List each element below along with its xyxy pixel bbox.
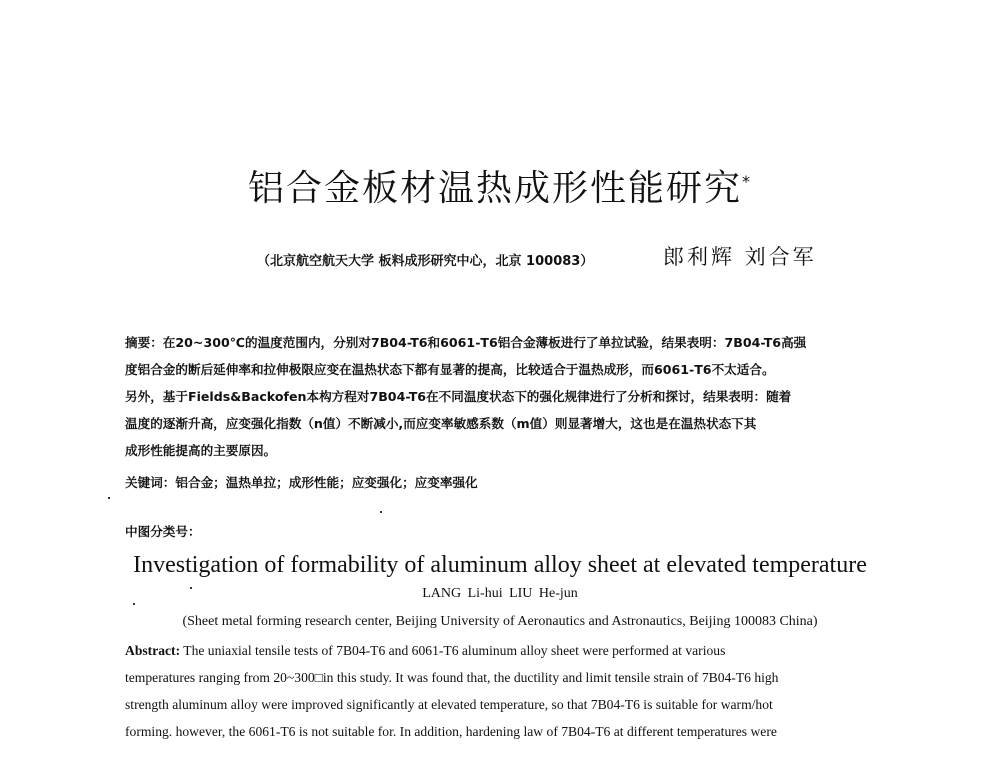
abstract-en-text: The uniaxial tensile tests of 7B04-T6 and 6061-T6 aluminum alloy sheet were performed at various — [180, 643, 726, 658]
abstract-en-label: Abstract: — [125, 643, 181, 658]
paper-title-en: Investigation of formability of aluminum alloy sheet at elevated temperature — [133, 552, 867, 578]
abstract-en-line: forming. however, the 6061-T6 is not suitable for. In addition, hardening law of 7B04-T6 at different temperatures were — [125, 724, 777, 739]
scan-speck — [190, 587, 192, 589]
abstract-cn-line: 温度的逐渐升高，应变强化指数（n值）不断减小,而应变率敏感系数（m值）则显著增大，这也是在温热状态下其 — [125, 416, 757, 431]
keywords-cn-label: 关键词： — [125, 475, 176, 490]
keywords-cn-text: 铝合金；温热单拉；成形性能；应变强化；应变率强化 — [175, 475, 478, 490]
abstract-cn-line: 度铝合金的断后延伸率和拉伸极限应变在温热状态下都有显著的提高，比较适合于温热成形，而6061-T6不太适合。 — [125, 362, 775, 377]
authors-en: LANG Li-hui LIU He-jun — [422, 586, 578, 601]
abstract-cn-line: 另外，基于Fields&Backofen本构方程对7B04-T6在不同温度状态下的强化规律进行了分析和探讨，结果表明：随着 — [125, 389, 792, 404]
title-text: 铝合金板材温热成形性能研究 — [247, 168, 742, 209]
paper-title-cn — [0, 160, 1000, 211]
abstract-en-line — [125, 643, 859, 659]
title-footnote-mark: * — [742, 172, 752, 191]
abstract-cn-line: 成形性能提高的主要原因。 — [125, 443, 277, 458]
affiliation-en: (Sheet metal forming research center, Beijing University of Aeronautics and Astronautics, Beijing 100083 China) — [182, 614, 818, 629]
scan-speck — [380, 511, 382, 513]
authors-cn: 郎利辉 刘合军 — [663, 245, 817, 269]
scan-speck — [108, 497, 110, 499]
abstract-cn-label: 摘要： — [125, 335, 163, 350]
abstract-en-line: temperatures ranging from 20~300□in this study. It was found that, the ductility and limit tensile strain of 7B04-T6 high — [125, 670, 779, 685]
keywords-cn — [125, 472, 478, 491]
affiliation-cn: （北京航空航天大学 板料成形研究中心，北京 100083） — [257, 254, 594, 269]
clc-number-label: 中图分类号： — [125, 524, 201, 539]
abstract-cn-text: 在20~300℃的温度范围内，分别对7B04-T6和6061-T6铝合金薄板进行了单拉试验，结果表明：7B04-T6高强 — [162, 335, 807, 350]
scan-speck — [133, 603, 135, 605]
abstract-en-line: strength aluminum alloy were improved significantly at elevated temperature, so that 7B04-T6 is suitable for warm/hot — [125, 697, 773, 712]
abstract-cn-line — [125, 332, 867, 351]
